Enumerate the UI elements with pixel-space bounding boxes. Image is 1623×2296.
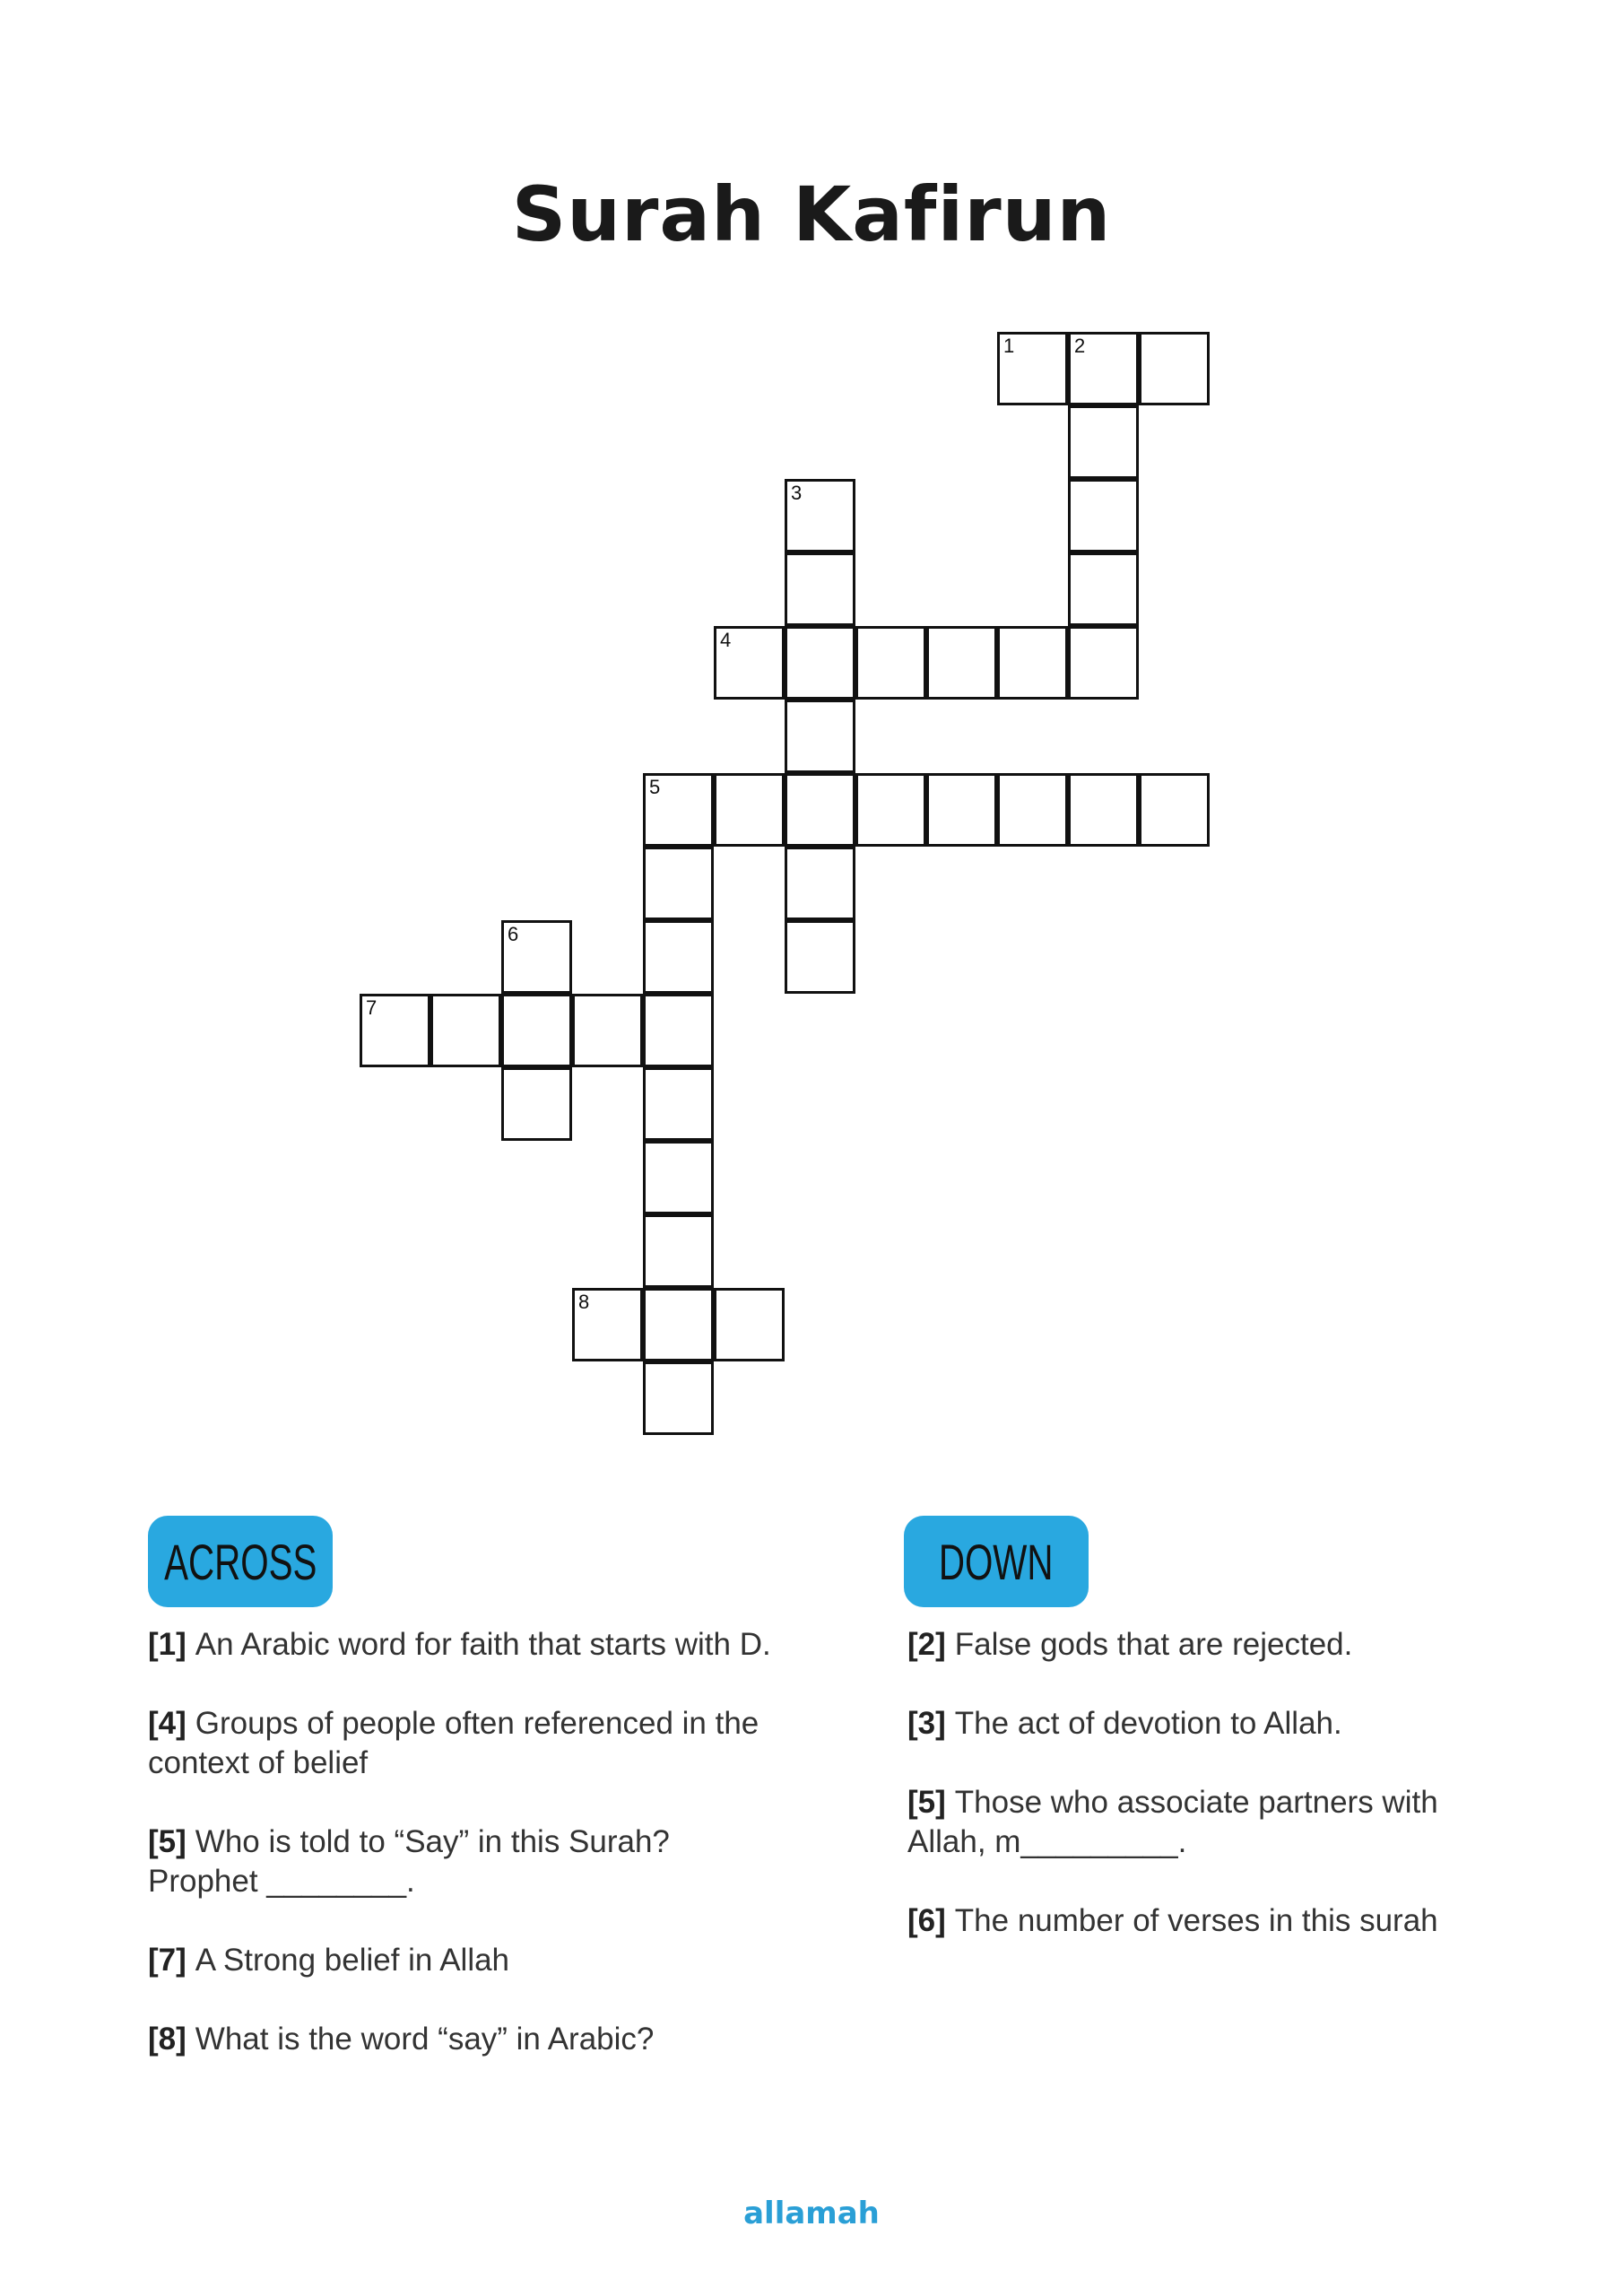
grid-cell[interactable] bbox=[785, 552, 855, 626]
across-clue-list bbox=[148, 1625, 776, 2099]
grid-cell[interactable] bbox=[643, 1067, 714, 1141]
grid-cell[interactable] bbox=[785, 700, 855, 773]
clue-text: An Arabic word for faith that starts with D. bbox=[195, 1627, 771, 1662]
clue-label: [5] bbox=[148, 1824, 187, 1859]
across-clue bbox=[148, 1704, 776, 1783]
grid-cell[interactable] bbox=[926, 626, 997, 700]
grid-cell[interactable] bbox=[855, 773, 926, 847]
grid-cell[interactable] bbox=[926, 773, 997, 847]
grid-cell[interactable] bbox=[997, 626, 1068, 700]
clue-number: 7 bbox=[366, 996, 378, 1019]
grid-cell[interactable] bbox=[785, 626, 855, 700]
clue-text: The act of devotion to Allah. bbox=[954, 1706, 1342, 1741]
clue-text: Who is told to “Say” in this Surah? Prophet ________. bbox=[148, 1824, 670, 1899]
clue-text: Those who associate partners with Allah, m_________. bbox=[907, 1785, 1438, 1859]
across-clue bbox=[148, 1625, 776, 1665]
grid-cell[interactable] bbox=[1068, 773, 1139, 847]
grid-cell[interactable] bbox=[997, 332, 1068, 405]
grid-cell[interactable] bbox=[714, 626, 785, 700]
clue-label: [7] bbox=[148, 1943, 187, 1978]
clue-number: 8 bbox=[578, 1291, 590, 1313]
grid-cell[interactable] bbox=[1068, 552, 1139, 626]
down-clue bbox=[907, 1901, 1517, 1941]
across-heading: ACROSS bbox=[163, 1533, 317, 1590]
clue-text: Groups of people often referenced in the context of belief bbox=[148, 1706, 759, 1780]
grid-cell[interactable] bbox=[430, 994, 501, 1067]
grid-cell[interactable] bbox=[643, 1141, 714, 1214]
grid-cell[interactable] bbox=[643, 1361, 714, 1435]
grid-cell[interactable] bbox=[572, 994, 643, 1067]
clue-label: [2] bbox=[907, 1627, 946, 1662]
across-clue bbox=[148, 1822, 776, 1901]
across-clue bbox=[148, 1941, 776, 1980]
clue-label: [6] bbox=[907, 1903, 946, 1938]
grid-cell[interactable] bbox=[785, 920, 855, 994]
down-clue bbox=[907, 1783, 1517, 1862]
grid-cell[interactable] bbox=[1068, 626, 1139, 700]
clue-text: What is the word “say” in Arabic? bbox=[195, 2022, 655, 2057]
grid-cell[interactable] bbox=[572, 1288, 643, 1361]
clue-label: [8] bbox=[148, 2022, 187, 2057]
grid-cell[interactable] bbox=[643, 994, 714, 1067]
grid-cell[interactable] bbox=[785, 479, 855, 552]
grid-cell[interactable] bbox=[501, 994, 572, 1067]
clue-label: [1] bbox=[148, 1627, 187, 1662]
grid-cell[interactable] bbox=[785, 773, 855, 847]
clue-number: 6 bbox=[508, 923, 519, 945]
across-clue bbox=[148, 2020, 776, 2059]
down-clue bbox=[907, 1704, 1517, 1744]
clue-number: 1 bbox=[1003, 335, 1015, 357]
grid-cell[interactable] bbox=[855, 626, 926, 700]
grid-cell[interactable] bbox=[714, 773, 785, 847]
grid-cell[interactable] bbox=[360, 994, 430, 1067]
grid-cell[interactable] bbox=[1068, 479, 1139, 552]
clue-label: [3] bbox=[907, 1706, 946, 1741]
grid-cell[interactable] bbox=[643, 847, 714, 920]
clue-number: 4 bbox=[720, 629, 732, 651]
grid-cell[interactable] bbox=[643, 1288, 714, 1361]
grid-cell[interactable] bbox=[714, 1288, 785, 1361]
grid-cell[interactable] bbox=[997, 773, 1068, 847]
grid-cell[interactable] bbox=[501, 920, 572, 994]
grid-cell[interactable] bbox=[643, 773, 714, 847]
clue-number: 2 bbox=[1074, 335, 1086, 357]
grid-cell[interactable] bbox=[1068, 332, 1139, 405]
clue-number: 5 bbox=[649, 776, 661, 798]
clue-number: 3 bbox=[791, 482, 803, 504]
page-title: Surah Kafirun bbox=[511, 170, 1112, 258]
clue-text: False gods that are rejected. bbox=[954, 1627, 1353, 1662]
down-heading: DOWN bbox=[939, 1533, 1054, 1590]
allamah-logo: allamah bbox=[743, 2196, 880, 2231]
grid-cell[interactable] bbox=[1139, 332, 1210, 405]
grid-cell[interactable] bbox=[643, 920, 714, 994]
down-clue-list bbox=[907, 1625, 1517, 1980]
grid-cell[interactable] bbox=[1068, 405, 1139, 479]
grid-cell[interactable] bbox=[643, 1214, 714, 1288]
clue-label: [4] bbox=[148, 1706, 187, 1741]
clue-label: [5] bbox=[907, 1785, 946, 1820]
grid-cell[interactable] bbox=[785, 847, 855, 920]
across-heading-badge bbox=[148, 1516, 333, 1607]
down-heading-badge bbox=[904, 1516, 1089, 1607]
clue-text: The number of verses in this surah bbox=[954, 1903, 1438, 1938]
grid-cell[interactable] bbox=[1139, 773, 1210, 847]
grid-cell[interactable] bbox=[501, 1067, 572, 1141]
clue-text: A Strong belief in Allah bbox=[195, 1943, 510, 1978]
down-clue bbox=[907, 1625, 1517, 1665]
